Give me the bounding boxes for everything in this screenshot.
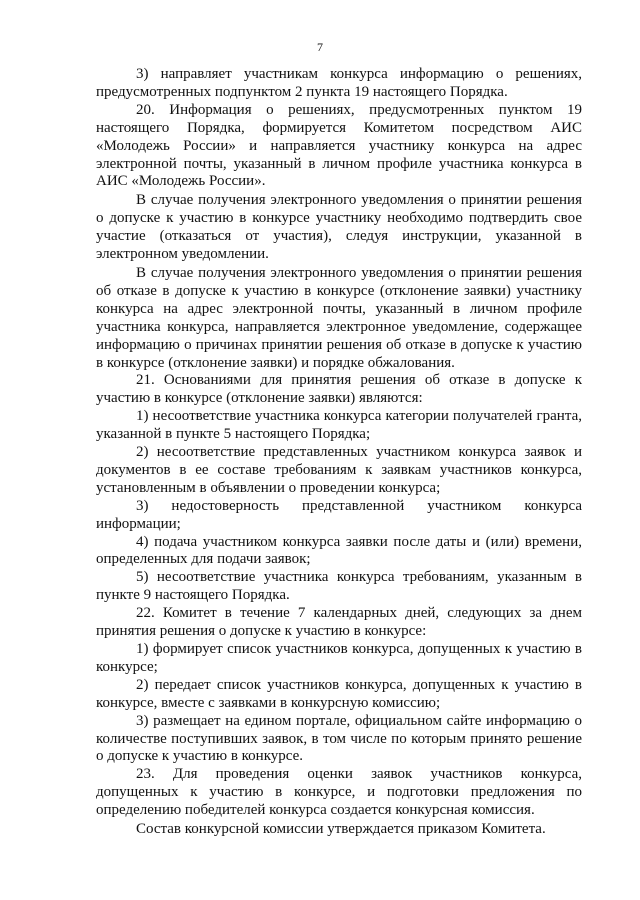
page-number: 7 <box>317 40 323 54</box>
paragraph-21-item-3: 3) недостоверность представленной участником конкурса информации; <box>96 497 582 532</box>
paragraph-22: 22. Комитет в течение 7 календарных дней, следующих за днем принятия решения о допуске к участию в конкурсе: <box>96 605 582 640</box>
paragraph-21: 21. Основаниями для принятия решения об отказе в допуске к участию в конкурсе (отклонение заявки) являются: <box>96 372 582 407</box>
paragraph-1-item-3: 3) направляет участникам конкурса информацию о решениях, предусмотренных подпунктом 2 пункта 19 настоящего Порядка. <box>96 66 582 100</box>
paragraph-22-item-3: 3) размещает на едином портале, официальном сайте информацию о количестве поступивших заявок, в том числе по которым принято решение о допуске к участию в конкурсе. <box>96 712 582 765</box>
paragraph-20-rejection-notice: В случае получения электронного уведомления о принятии решения об отказе в допуске к участию в конкурсе (отклонение заявки) участнику конкурса на адрес электронной почты, указанный в личном профиле участника конкурса, направляется электронное уведомление, содержащее информацию о причинах принятии решения об отказе в допуске к участию в конкурсе (отклонение заявки) и порядке обжалования. <box>96 264 582 371</box>
paragraph-21-item-1: 1) несоответствие участника конкурса категории получателей гранта, указанной в пункте 5 настоящего Порядка; <box>96 408 582 443</box>
paragraph-21-item-2: 2) несоответствие представленных участником конкурса заявок и документов в ее составе требованиям к заявкам участников конкурса, установленным в объявлении о проведении конкурса; <box>96 444 582 496</box>
paragraph-21-item-5: 5) несоответствие участника конкурса требованиям, указанным в пункте 9 настоящего Порядка. <box>96 569 582 604</box>
paragraph-21-item-4: 4) подача участником конкурса заявки после даты и (или) времени, определенных для подачи заявок; <box>96 533 582 568</box>
paragraph-20-admission-notice: В случае получения электронного уведомления о принятии решения о допуске к участию в конкурсе участнику необходимо подтвердить свое участие (отказаться от участия), следуя инструкции, указанной в электронном уведомлении. <box>96 192 582 263</box>
paragraph-20: 20. Информация о решениях, предусмотренных пунктом 19 настоящего Порядка, формируется Комитетом посредством АИС «Молодежь России» и направляется участнику конкурса на адрес электронной почты, указанный в личном профиле участника конкурса в АИС «Молодежь России». <box>96 101 582 190</box>
paragraph-23: 23. Для проведения оценки заявок участников конкурса, допущенных к участию в конкурсе, и подготовки предложения по определению победителей конкурса создается конкурсная комиссия. <box>96 766 582 819</box>
paragraph-22-item-2: 2) передает список участников конкурса, допущенных к участию в конкурсе, вместе с заявками в конкурсную комиссию; <box>96 676 582 711</box>
paragraph-23-commission-composition: Состав конкурсной комиссии утверждается приказом Комитета. <box>136 821 546 838</box>
document-body <box>96 66 582 839</box>
paragraph-22-item-1: 1) формирует список участников конкурса, допущенных к участию в конкурсе; <box>96 641 582 675</box>
